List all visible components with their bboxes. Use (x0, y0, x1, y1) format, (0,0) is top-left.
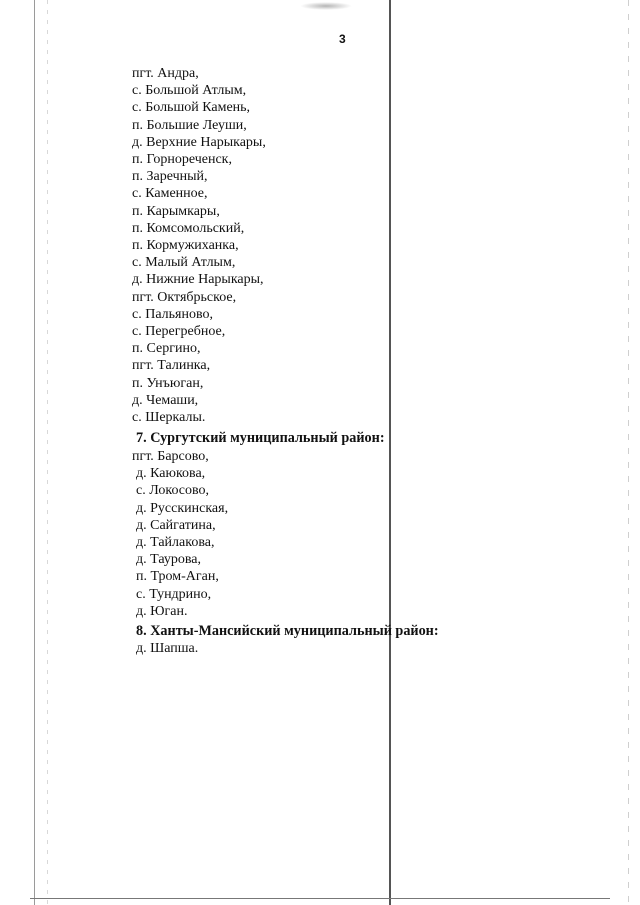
list-item: пгт. Андра, (132, 66, 199, 81)
list-item: д. Шапша. (136, 641, 199, 656)
list-item: п. Карымкары, (132, 203, 220, 219)
list-item: п. Заречный, (132, 169, 208, 185)
surgut-district-heading: 7. Сургутский муниципальный район: (136, 430, 385, 446)
list-item: с. Тундрино, (136, 586, 212, 602)
scan-edge-left (34, 0, 35, 905)
list-item: п. Унъюган, (132, 375, 204, 391)
list-item: д. Чемаши, (132, 392, 199, 408)
list-item: п. Сергино, (132, 341, 201, 357)
list-item: п. Кормужиханка, (132, 238, 239, 254)
list-item: п. Тром-Аган, (136, 569, 219, 585)
settlement-list-section-6 (132, 65, 266, 426)
list-item: д. Нижние Нарыкары, (132, 272, 264, 288)
settlement-list-section-7 (132, 448, 228, 620)
list-item: с. Шеркалы. (132, 410, 206, 426)
list-item: с. Большой Атлым, (132, 83, 247, 99)
list-item: пгт. Барсово, (132, 449, 209, 464)
list-item: п. Горнореченск, (132, 152, 232, 168)
page-number: 3 (339, 32, 346, 46)
list-item: д. Юган. (136, 603, 188, 619)
page-fold-line (389, 0, 391, 905)
list-item: д. Сайгатина, (136, 517, 216, 533)
list-item: д. Тайлакова, (136, 535, 215, 551)
list-item: с. Большой Камень, (132, 100, 251, 116)
list-item: с. Каменное, (132, 186, 208, 202)
list-item: с. Пальяново, (132, 306, 213, 322)
list-item: пгт. Октябрьское, (132, 289, 237, 305)
list-item: п. Комсомольский, (132, 220, 245, 236)
list-item: д. Верхние Нарыкары, (132, 134, 266, 150)
list-item: д. Каюкова, (136, 466, 206, 482)
list-item: с. Локосово, (136, 483, 210, 499)
list-item: с. Малый Атлым, (132, 255, 236, 271)
khanty-mansiysk-district-heading: 8. Ханты-Мансийский муниципальный район: (136, 623, 439, 639)
scan-edge-right (628, 0, 629, 905)
list-item: д. Русскинская, (136, 500, 229, 516)
list-item: с. Перегребное, (132, 324, 226, 340)
list-item: п. Большие Леуши, (132, 117, 247, 133)
list-item: пгт. Талинка, (132, 358, 211, 374)
settlement-list-section-8 (132, 640, 198, 657)
list-item: д. Таурова, (136, 552, 201, 568)
scan-edge-left-dash (47, 0, 48, 905)
bottom-rule (30, 898, 610, 899)
scan-smudge (300, 2, 352, 10)
